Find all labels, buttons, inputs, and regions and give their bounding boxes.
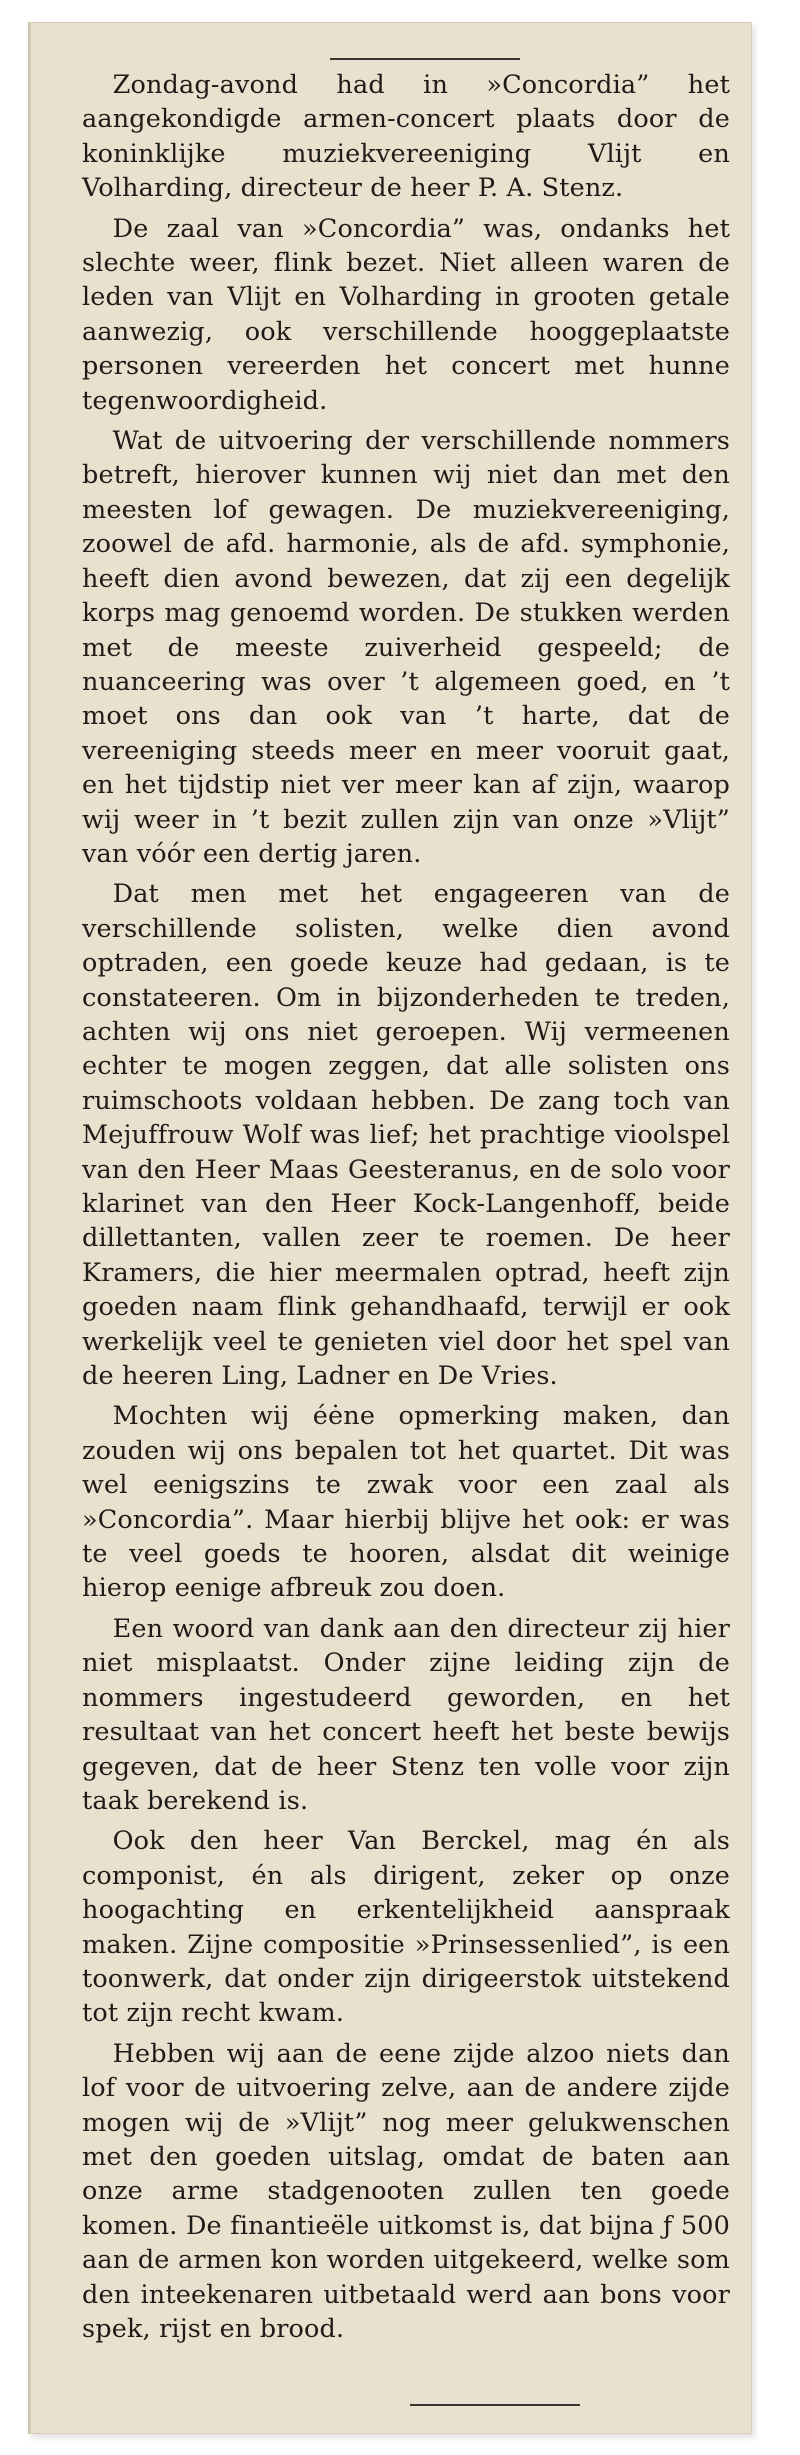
paragraph-2: De zaal van »Concordia” was, ondanks het slechte weer, flink bezet. Niet alleen waren de leden van Vlijt en Volharding in grooten getale aanwezig, ook verschillende hooggeplaatste personen vereerden het concert met hunne tegenwoordigheid. bbox=[82, 213, 730, 416]
paragraph-5: Mochten wij éėne opmerking maken, dan zouden wij ons bepalen tot het quartet. Dit was wel eenigszins te zwak voor een zaal als »Concordia”. Maar hierbij blijve het ook: er was te veel goeds te hooren, alsdat dit weinige hierop eenige afbreuk zou doen. bbox=[82, 1401, 730, 1604]
top-rule bbox=[330, 58, 520, 60]
bottom-rule bbox=[410, 2404, 580, 2406]
paragraph-7: Ook den heer Van Berckel, mag én als componist, én als dirigent, zeker op onze hoogachting en erkentelijkheid aanspraak maken. Zijne compositie »Prinsessenlied”, is een toonwerk, dat onder zijn dirigeerstok uitstekend tot zijn recht kwam. bbox=[82, 1826, 730, 2029]
paragraph-4: Dat men met het engageeren van de verschillende solisten, welke dien avond optraden, een goede keuze had gedaan, is te constateeren. Om in bijzonderheden te treden, achten wij ons niet geroepen. Wij vermeenen echter te mogen zeggen, dat alle solisten ons ruimschoots voldaan hebben. De zang toch van Mejuffrouw Wolf was lief; het prachtige vioolspel van den Heer Maas Geesteranus, en de solo voor klarinet van den Heer Kock-Langenhoff, beide dillettanten, vallen zeer te roemen. De heer Kramers, die hier meermalen optrad, heeft zijn goeden naam flink gehandhaafd, terwijl er ook werkelijk veel te genieten viel door het spel van de heeren Ling, Ladner en De Vries. bbox=[82, 879, 730, 1392]
article-column bbox=[82, 68, 730, 2346]
paragraph-6: Een woord van dank aan den directeur zij hier niet misplaatst. Onder zijne leiding zijn de nommers ingestudeerd geworden, en het resultaat van het concert heeft het beste bewijs gegeven, dat de heer Stenz ten volle voor zijn taak berekend is. bbox=[82, 1613, 730, 1816]
paragraph-3: Wat de uitvoering der verschillende nommers betreft, hierover kunnen wij niet dan met den meesten lof gewagen. De muziekvereeniging, zoowel de afd. harmonie, als de afd. symphonie, heeft dien avond bewezen, dat zij een degelijk korps mag genoemd worden. De stukken werden met de meeste zuiverheid gespeeld; de nuanceering was over ’t algemeen goed, en ’t moet ons dan ook van ’t harte, dat de vereeniging steeds meer en meer vooruit gaat, en het tijdstip niet ver meer kan af zijn, waarop wij weer in ’t bezit zullen zijn van onze »Vlijt” van vóór een dertig jaren. bbox=[82, 426, 730, 869]
paragraph-8: Hebben wij aan de eene zijde alzoo niets dan lof voor de uitvoering zelve, aan de andere zijde mogen wij de »Vlijt” nog meer gelukwenschen met den goeden uitslag, omdat de baten aan onze arme stadgenooten zullen ten goede komen. De finantieële uitkomst is, dat bijna ƒ 500 aan de armen kon worden uitgekeerd, welke som den inteekenaren uitbetaald werd aan bons voor spek, rijst en brood. bbox=[82, 2038, 730, 2344]
newspaper-clipping bbox=[28, 22, 752, 2434]
paragraph-1: Zondag-avond had in »Concordia” het aangekondigde armen-concert plaats door de koninklijke muziekvereeniging Vlijt en Volharding, directeur de heer P. A. Stenz. bbox=[82, 70, 730, 204]
